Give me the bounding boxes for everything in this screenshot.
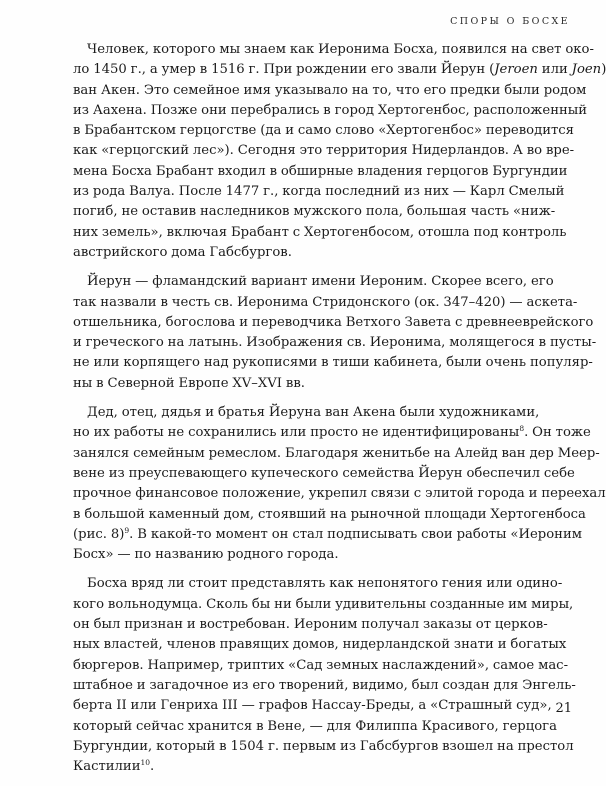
paragraph — [73, 403, 606, 565]
text-line: который сейчас хранится в Вене, — для Филиппа Красивого, герцога — [73, 718, 557, 734]
text-line: в большой каменный дом, стоявший на рыночной площади Хертогенбоса — [73, 506, 586, 522]
text-line: вене из преуспевающего купеческого семейства Йерун обеспечил себе — [73, 465, 575, 481]
text-line: (рис. 8)$^9$. В какой-то момент он стал подписывать свои работы «Иероним — [73, 525, 583, 542]
text-line: ных властей, членов правящих домов, нидерландской знати и богатых — [73, 637, 567, 653]
text-line: он был признан и востребован. Иероним получал заказы от церков- — [73, 617, 548, 633]
running-title: СПОРЫ О БОСХЕ — [450, 16, 570, 27]
paragraph — [73, 272, 597, 394]
text-line: Дед, отец, дядья и братья Йеруна ван Акена были художниками, — [87, 405, 540, 421]
text-line: отшельника, богослова и переводчика Ветхого Завета с древнееврейского — [73, 314, 594, 330]
text-line: Босха вряд ли стоит представлять как непонятого гения или одино- — [87, 576, 563, 592]
text-line: занялся семейным ремеслом. Благодаря женитьбе на Алейд ван дер Меер- — [73, 445, 600, 461]
text-line: в Брабантском герцогстве (да и само слово «Хертогенбос» переводится — [73, 123, 574, 139]
text-line: Кастилии$^{10}$. — [73, 758, 155, 775]
text-line: Бургундии, который в 1504 г. первым из Габсбургов взошел на престол — [73, 738, 574, 754]
text-line: мена Босха Брабант входил в обширные владения герцогов Бургундии — [73, 163, 568, 179]
text-line: Босх» — по названию родного города. — [73, 547, 339, 563]
text-line: берта II или Генриха III — графов Нассау-Бреды, а «Страшный суд», — [73, 698, 552, 714]
text-line: ны в Северной Европе XV–XVI вв. — [73, 375, 305, 391]
text-line: бюргеров. Например, триптих «Сад земных наслаждений», самое мас- — [73, 657, 569, 673]
text-line: как «герцогский лес»). Сегодня это территория Нидерландов. А во вре- — [73, 143, 575, 159]
text-line: но их работы не сохранились или просто не идентифицированы$^8$. Он тоже — [73, 424, 591, 441]
text-line: штабное и загадочное из его творений, видимо, был создан для Энгель- — [73, 677, 576, 693]
italic-term: Joen — [571, 62, 602, 78]
text-line: них земель», включая Брабант с Хертогенбосом, отошла под контроль — [73, 224, 567, 240]
text-line: и греческого на латынь. Изображения св. Иеронима, молящегося в пусты- — [73, 335, 597, 351]
text-line: ван Акен. Это семейное имя указывало на то, что его предки были родом — [73, 82, 587, 98]
text-line: Йерун — фламандский вариант имени Иероним. Скорее всего, его — [87, 274, 554, 290]
text-line: так назвали в честь св. Иеронима Стридонского (ок. 347–420) — аскета- — [73, 294, 578, 310]
text-line: из Аахена. Позже они перебрались в город Хертогенбос, расположенный — [73, 102, 588, 118]
text-line: ло 1450 г., а умер в 1516 г. При рождении его звали Йерун (Jeroen или Joen) — [73, 62, 606, 78]
footnote-ref[interactable]: 10 — [140, 758, 151, 768]
text-line: из рода Валуа. После 1477 г., когда последний из них — Карл Смелый — [73, 184, 565, 200]
italic-term: Jeroen — [494, 62, 538, 78]
footnote-ref[interactable]: 8 — [519, 424, 525, 434]
paragraph — [73, 40, 606, 263]
footnote-ref[interactable]: 9 — [124, 525, 130, 535]
text-line: австрийского дома Габсбургов. — [73, 244, 292, 260]
text-line: не или корпящего над рукописями в тиши кабинета, были очень популяр- — [73, 355, 593, 371]
text-line: прочное финансовое положение, укрепил связи с элитой города и переехал — [73, 486, 606, 502]
text-line: кого вольнодумца. Сколь бы ни были удивительны созданные им миры, — [73, 596, 574, 612]
page-number: 21 — [555, 701, 572, 716]
text-line: Человек, которого мы знаем как Иеронима Босха, появился на свет око- — [87, 42, 594, 57]
text-line: погиб, не оставив наследников мужского пола, большая часть «ниж- — [73, 204, 556, 220]
